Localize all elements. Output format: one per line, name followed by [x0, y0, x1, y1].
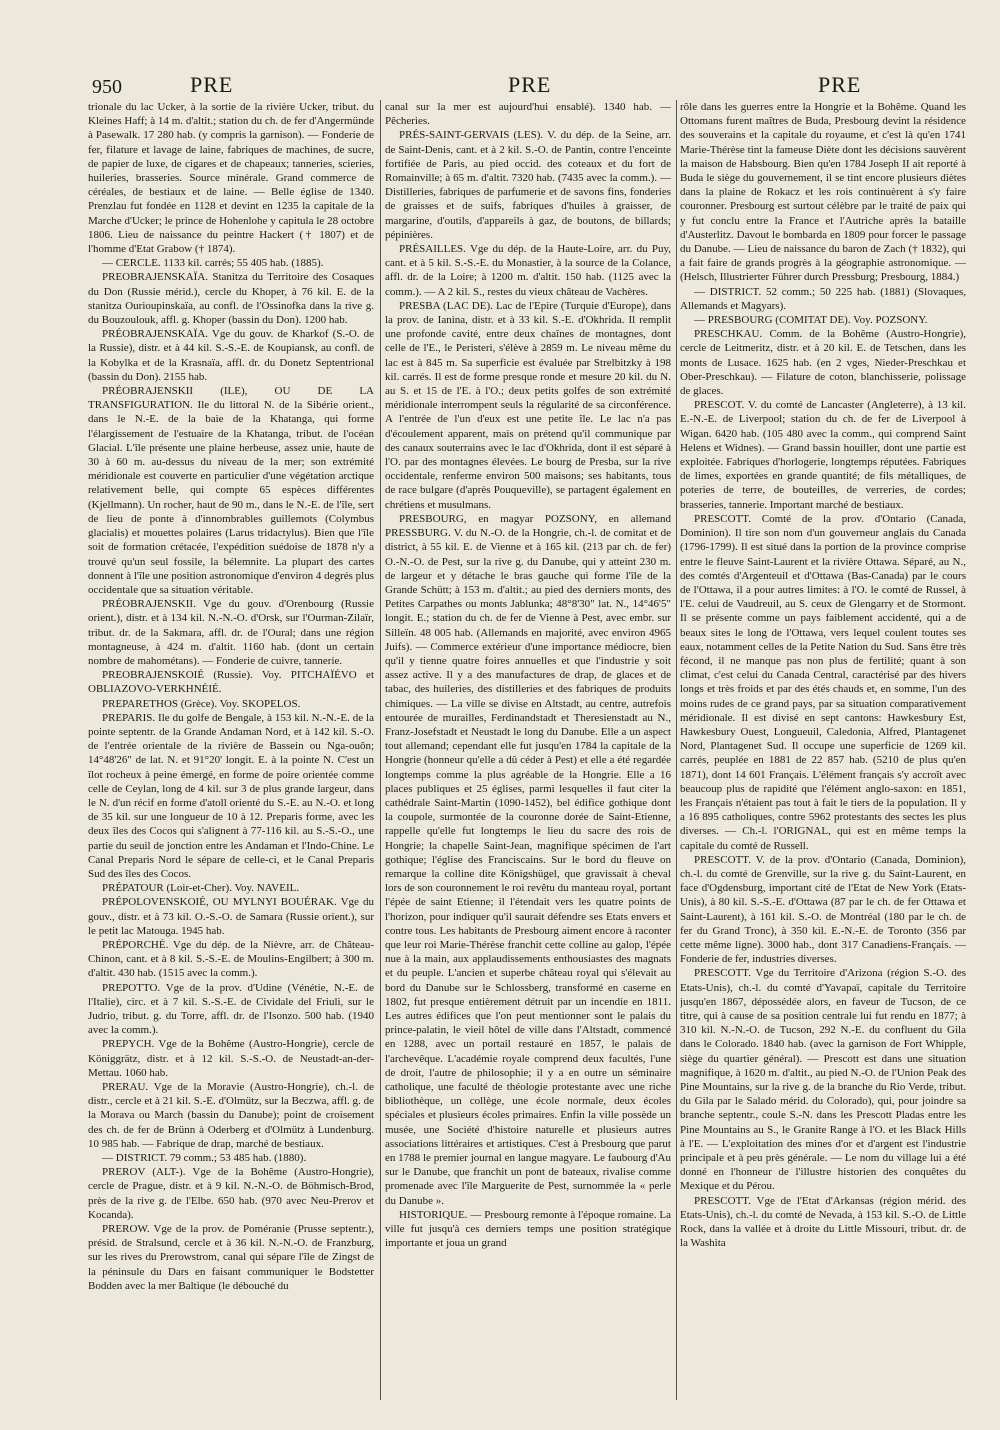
- dictionary-entry: — DISTRICT. 79 comm.; 53 485 hab. (1880).: [102, 1152, 307, 1165]
- dictionary-entry: PRESCOTT. Comté de la prov. d'Ontario (Canada, Dominion). Il tire son nom d'un gouverneur anglais du Canada (1796-1799). Il est situé dans la portion de la province comprise entre le fleuve Saint-Laurent et la rivière Ottawa. Séparé, au N., des comtés d'Argenteuil et d'Ottawa (Bas-Canada) par le cours de l'Ottawa, il a pour autres limites: à l'O. le comté de Russel, à l'E. celui de Vaudreuil, au S. ceux de Glengarry et de Stormont. Il se présente comme un pays faiblement accidenté, qui a de beaux sites le long de l'Ottawa, vers lequel coulent toutes ses eaux, notamment celles de la Petite Nation du Sud. Sans être très fécond, il ne manque pas non plus de fertilité; quant à son climat, c'est celui du Canada Central, caractérisé par des hivers longs et très froids et par des étés chauds et, en somme, l'un des moins rudes de ce grand pays, par sa situation comparativement méridionale. Il est divisé en sept cantons: Hawkesbury Est, Hawkesbury Ouest, Longueuil, Caledonia, Alfred, Plantagenet Nord, Plantagenet Sud. Il occupe une superficie de 1269 kil. carrés, peuplée en 1881 de 22 857 hab. (5210 de plus qu'en 1871), dont 14 601 Français. L'élément français s'y accroît avec beaucoup plus de rapidité que l'élément anglo-saxon: en 1851, les Français n'étaient pas tout à fait le tiers de la population. Il y a 16 895 catholiques, contre 5962 protestants des sectes les plus diverses. — Ch.-l. l'ORIGNAL, qui est en même temps la capitale du comté de Russell.: [680, 512, 966, 852]
- running-head-center: PRE: [508, 72, 552, 97]
- dictionary-entry: PRESBOURG, en magyar POZSONY, en allemand PRESSBURG. V. du N.-O. de la Hongrie, ch.-l. de comitat et de district, à 55 kil. E. de Vienne et à 165 kil. (213 par ch. de fer) O.-N.-O. de Pest, sur la rive g. du Danube, qui y atteint 230 m. de largeur et y détache le bras gauche qui forme l'île de la Grande Schütt; à 153 m. d'altit.; au pied des derniers monts, des Petites Carpathes ou monts Jablunka; 48°8'30" lat. N., 14°46'5" longit. E.; station du ch. de fer de Vienne à Pest, avec embr. sur Silleïn. 48 005 hab. (Allemands en majorité, avec environ 4965 Juifs). — Commerce extérieur d'une importance médiocre, bien qu'il y tienne quatre foires annuelles et que l'industrie y soit assez active. Il y a des manufactures de drap, de glaces et de tabac, des huileries, des distilleries et des fabriques de produits chimiques. — La ville se divise en Altstadt, au centre, autrefois entourée de murailles, Ferdinandstadt et Theresienstadt au N., Franz-Josefstadt et Neustadt le long du Danube. Elle a un aspect tout allemand; cependant elle fut jusqu'en 1784 la capitale de la Hongrie (honneur qu'elle a dû céder à Pest) et elle a été regardée longtemps comme la plus agréable de la Hongrie. Elle a 16 places publiques et 25 églises, parmi lesquelles il faut citer la cathédrale Saint-Martin (1090-1452), bel édifice gothique dont la coupole, surmontée de la couronne dorée de Saint-Etienne, rappelle qu'elle fut longtemps le lieu du sacre des rois de Hongrie; la chapelle Saint-Jean, magnifique spécimen de l'art gothique; l'église des Franciscains. Sur le bord du fleuve on remarque la colline dite Königshügel, que gravissait à cheval lors de son couronnement le roi revêtu du manteau royal, portant l'épée de saint Etienne; il l'étendait vers les quatre points de l'horizon, pour indiquer qu'il saurait défendre ses Etats envers et contre tous. Les habitants de Presbourg aiment encore à raconter que leur roi Marie-Thérèse franchit cette colline au galop, l'épée nue à la main, aux applaudissements enthousiastes des magnats et du peuple. L'ancien et superbe château royal qui s'élevait au bord du Danube sur le Schlossberg, transformé en caserne en 1802, fut presque entièrement détruit par un incendie en 1811. Les autres édifices que l'on peut mentionner sont le palais du prince-palatin, le vieil hôtel de ville dans l'Altstadt, commencé en 1288, avec un portail restauré en 1857, le palais de l'archevêque. L'académie royale comprend deux facultés, l'une de droit, l'autre de philosophie; il y a en outre un séminaire catholique, une faculté de théologie protestante avec une riche bibliothèque, un collège, une école normale, deux écoles spéciales et plusieurs écoles primaires. Enfin la ville possède un musée, une Société d'histoire naturelle et plusieurs autres associations littéraires et artistiques. C'est à Presbourg que parut en 1788 le premier journal en langue magyare. Le faubourg d'Au sur le Danube, que franchit un pont de bateaux, rivalise comme promenade avec l'île Marguerite de Pest, surnommée la « perle du Danube ».: [385, 512, 671, 1207]
- dictionary-entry: PRESCOTT. Vge du Territoire d'Arizona (région S.-O. des Etats-Unis), ch.-l. du comté d'Yavapaï, capitale du Territoire jusqu'en 1867, dépossédée alors, en faveur de Tucson, de ce titre, qui à cause de sa position centrale lui fut rendu en 1877; à 310 kil. N.-N.-O. de Tucson, 292 N.-E. du confluent du Gila dans le Colorado. 1840 hab. (avec la garnison de Fort Whipple, siège du quartier général). — Prescott est dans une situation magnifique, à 1620 m. d'altit., au pied N.-O. de l'Union Peak des Pine Mountains, sur la rive g. de la branche du Rio Verde, tribut. du Gila par le Salado mérid. du Colorado), qui, pour joindre sa branche septentr., coule S.-N. dans les Prescott Pladas entre les Pine Mountains au S., le Granite Range à l'O. et les Black Hills à l'E. — L'exploitation des mines d'or et d'argent est l'industrie principale et à peu près générale. — Le nom du village lui a été donné en l'honneur de l'illustre historien des conquêtes du Mexique et du Pérou.: [680, 967, 966, 1193]
- dictionary-entry: PRESCOTT. V. de la prov. d'Ontario (Canada, Dominion), ch.-l. du comté de Grenville, sur la rive g. du Saint-Laurent, en face d'Ogdensburg, important cité de l'Etat de New York (Etats-Unis), à 80 kil. S.-S.-E. d'Ottawa (87 par le ch. de fer Ottawa et Saint-Laurent), à 161 kil. S.-O. de Montréal (180 par le ch. de fer du Grand Tronc), à 350 kil. E.-N.-E. de Toronto (356 par cette même ligne). 3000 hab., dont 317 Canadiens-Français. — Fonderie de fer, industries diverses.: [680, 853, 966, 966]
- dictionary-entry: PRÉOBRAJENSKII. Vge du gouv. d'Orenbourg (Russie orient.), distr. et à 134 kil. N.-N.-O. d'Orsk, sur l'Ourman-Zilaïr, tribut. dr. de la Sakmara, affl. dr. de l'Oural; dans une région montagneuse, à 424 m. d'altit. 1160 hab. (dont un certain nombre de mahométans). — Fonderie de cuivre, tannerie.: [88, 598, 374, 667]
- dictionary-entry: rôle dans les guerres entre la Hongrie et la Bohême. Quand les Ottomans furent maîtres de Buda, Presbourg devint la résidence des souverains et la capitale du royaume, et c'est là qu'en 1741 Marie-Thérèse tint la fameuse Diète dont les décisions sauvèrent la maison de Habsbourg. Bien qu'en 1784 Joseph II ait reporté à Buda le siège du gouvernement, il se tint encore plusieurs diètes dans la plaine de Rokacz et les rois continuèrent à s'y faire couronner. Presbourg est surtout célèbre par le traité de paix qui y fut conclu entre la France et l'Autriche après la bataille d'Austerlitz. Davout le bombarda en 1809 pour forcer le passage du Danube. — Lieu de naissance du baron de Zach († 1832), qui a fait faire de grands progrès à la géographie astronomique. — (Helsch, Illustrierter Führer durch Pressburg; Presbourg, 1884.): [680, 101, 966, 284]
- dictionary-entry: PRÉPOLOVENSKOIÉ, OU MYLNYI BOUÉRAK. Vge du gouv., distr. et à 73 kil. O.-S.-O. de Samara (Russie orient.), sur le petit lac Matouga. 1945 hab.: [88, 896, 374, 937]
- dictionary-entry: PREOBRAJENSKAÏA. Stanitza du Territoire des Cosaques du Don (Russie mérid.), cercle du Khoper, à 76 kil. E. de la stanitza Ourioupinskaïa, au confl. de l'Ossinofka dans la rive g. du Bouzoulouk, affl. g. Khoper (bassin du Don). 1200 hab.: [88, 271, 374, 327]
- dictionary-entry: — CERCLE. 1133 kil. carrés; 55 405 hab. (1885).: [102, 257, 324, 270]
- column-divider: [676, 100, 677, 1400]
- dictionary-entry: PRÉPATOUR (Loir-et-Cher). Voy. NAVEIL.: [102, 882, 300, 895]
- dictionary-entry: — DISTRICT. 52 comm.; 50 225 hab. (1881) (Slovaques, Allemands et Magyars).: [680, 285, 966, 312]
- dictionary-entry: PRESCHKAU. Comm. de la Bohême (Austro-Hongrie), cercle de Leitmeritz, distr. et à 20 kil. E. de Tetschen, dans les monts de Lusace. 1625 hab. (en 2 vges, Nieder-Preschkau et Ober-Preschkau). — Filature de coton, blanchisserie, polissage de glaces.: [680, 328, 966, 398]
- running-head-left: PRE: [190, 72, 234, 97]
- dictionary-entry: canal sur la mer est aujourd'hui ensablé). 1340 hab. — Pêcheries.: [385, 101, 671, 128]
- dictionary-entry: trionale du lac Ucker, à la sortie de la rivière Ucker, tribut. du Kleines Haff; à 14 m. d'altit.; station du ch. de fer d'Angermünde à Pasewalk. 17 280 hab. (y compris la garnison). — Fonderie de fer, filature et lavage de laine, fabriques de machines, de sucre, de papier de luxe, de cigares et de chapeaux; tanneries, scieries, huileries, brasseries. Source minérale. Grand commerce de céréales, de bestiaux et de laine. — Belle église de 1340. Prenzlau fut fondée en 1128 et devint en 1235 la capitale de la Marche d'Ucker; le prince de Hohenlohe y capitula le 28 octobre 1806. Lieu de naissance du peintre Hackert († 1807) et de l'homme d'Etat Grabow († 1874).: [88, 101, 374, 256]
- running-head-right: PRE: [818, 72, 862, 97]
- page-header: [0, 72, 1000, 102]
- dictionary-entry: PRÉOBRAJENSKII (ILE), OU DE LA TRANSFIGURATION. Ile du littoral N. de la Sibérie orient., dans le N.-E. de la baie de la Khatanga, qui forme l'élargissement de l'estuaire de la Khatanga, tribut. de l'océan Glacial. L'île présente une plaine herbeuse, assez unie, haute de 30 à 60 m. au-dessus du niveau de la mer; son extrémité méridionale est couverte en particulier d'une végétation arctique relativement belle, qui compte 65 espèces différentes (Kjellmann). Un rocher, haut de 90 m., dans le N.-E. de l'île, sert de lieu de ponte à d'innombrables guillemots (Colymbus glacialis) et mouettes polaires (Larus tridactylus). Bien que l'île soit de formation crétacée, l'expédition suédoise de 1878 n'y a trouvé qu'un seul fossile, la bélemnite. La plupart des cartes donnent à l'île une position astronomique d'environ 4 degrés plus occidentale que sa situation véritable.: [88, 385, 374, 596]
- page-number: 950: [92, 76, 122, 98]
- text-column-3: [680, 100, 966, 1400]
- dictionary-entry: PRÉPORCHÉ. Vge du dép. de la Nièvre, arr. de Château-Chinon, cant. et à 8 kil. S.-S.-E. de Moulins-Engilbert; à 300 m. d'altit. 430 hab. (1515 avec la comm.).: [88, 938, 374, 980]
- dictionary-entry: PREPOTTO. Vge de la prov. d'Udine (Vénétie, N.-E. de l'Italie), circ. et à 7 kil. S.-S.-E. de Cividale del Friuli, sur le Judrio, tribut. g. du Torre, affl. dr. de l'Isonzo. 500 hab. (1940 avec la comm.).: [88, 981, 374, 1037]
- dictionary-entry: PRESBA (LAC DE). Lac de l'Epire (Turquie d'Europe), dans la prov. de Ianina, distr. et à 33 kil. S.-E. d'Okhrida. Il remplit une profonde cavité, entre deux chaînes de montagnes, dont celle de l'E., le Peristeri, s'élève à 2859 m. Le niveau même du lac est à 845 m. Sa superficie est évaluée par Strelbitzky à 198 kil. carrés. Il est de forme presque ronde et mesure 20 kil. du N. au S. et 15 de l'E. à l'O.; deux petits golfes de son extrémité méridionale interrompent seuls la régularité de sa circonférence. A l'entrée de l'un d'eux est une petite île. Le lac n'a pas d'écoulement apparent, mais on prétend qu'il communique par des canaux souterrains avec le lac d'Okhrida, dont il est séparé à l'O. par des montagnes élevées. Le bourg de Presba, sur la rive occidentale, renferme environ 500 maisons; ses habitants, tous de race bulgare (d'après Pouqueville), se partagent également en chrétiens et musulmans.: [385, 299, 671, 511]
- dictionary-entry: PREPYCH. Vge de la Bohême (Austro-Hongrie), cercle de Königgrätz, distr. et à 12 kil. S.-S.-O. de Neustadt-an-der-Mettau. 1060 hab.: [88, 1038, 374, 1079]
- dictionary-entry: PRÉS-SAINT-GERVAIS (LES). V. du dép. de la Seine, arr. de Saint-Denis, cant. et à 2 kil. S.-O. de Pantin, contre l'enceinte fortifiée de Paris, au pied occid. des coteaux et du fort de Romainville; à 65 m. d'altit. 7320 hab. (7435 avec la comm.). — Distilleries, fabriques de parfumerie et de savons fins, fonderies de graisses et de suifs, fabriques d'huiles à graisser, de margarine, d'outils, d'appareils à gaz, de boutons, de billards; pépinières.: [385, 129, 671, 241]
- dictionary-entry: PREROV (ALT-). Vge de la Bohême (Austro-Hongrie), cercle de Prague, distr. et à 9 kil. N.-N.-O. de Böhmisch-Brod, près de la rive g. de l'Elbe. 650 hab. (970 avec Neu-Prerov et Kocanda).: [88, 1166, 374, 1221]
- dictionary-entry: HISTORIQUE. — Presbourg remonte à l'époque romaine. La ville fut jusqu'à ces derniers temps une position stratégique importante et joua un grand: [385, 1208, 671, 1250]
- dictionary-entry: PRÉOBRAJENSKAÏA. Vge du gouv. de Kharkof (S.-O. de la Russie), distr. et à 44 kil. S.-S.-E. de Koupiansk, au confl. de la Kobylka et de la Krasnaïa, affl. dr. du Donetz Septentrional (bassin du Don). 2155 hab.: [88, 328, 374, 383]
- dictionary-entry: — PRESBOURG (COMITAT DE). Voy. POZSONY.: [694, 314, 928, 327]
- dictionary-entry: PREPARETHOS (Grèce). Voy. SKOPELOS.: [102, 697, 301, 710]
- text-column-2: [385, 100, 671, 1400]
- dictionary-entry: PRERAU. Vge de la Moravie (Austro-Hongrie), ch.-l. de distr., cercle et à 21 kil. S.-E. d'Olmütz, sur la Beczwa, affl. g. de la Morava ou March (bassin du Danube); point de croisement des ch. de fer de Brünn à Oderberg et d'Olmütz à Lundenburg. 10 985 hab. — Fabrique de drap, marché de bestiaux.: [88, 1081, 374, 1150]
- dictionary-entry: PRESCOT. V. du comté de Lancaster (Angleterre), à 13 kil. E.-N.-E. de Liverpool; station du ch. de fer de Liverpool à Wigan. 6420 hab. (105 480 avec la comm., qui comprend Saint Helens et Widnes). — Grand bassin houiller, dont une partie est exploitée. Fabriques d'horlogerie, longtemps réputées. Fabriques de limes, exportées en grande quantité; de fils métalliques, de poteries de terre, de bouteilles, de verreries, de cordes; brasseries, tannerie. Important marché de bestiaux.: [680, 399, 966, 511]
- column-divider: [380, 100, 381, 1400]
- dictionary-entry: PREPARIS. Ile du golfe de Bengale, à 153 kil. N.-N.-E. de la pointe septentr. de la Grande Andaman Nord, et à 142 kil. S.-O. de l'entrée orientale de la rivière de Bassein ou Nga-ouôn; 14°48'26" de lat. N. et 91°20' longit. E. à la pointe N. C'est un îlot rocheux à peine émergé, en forme de poire orientée comme celle de Ceylan, long de 4 kil. sur 3 de plus grande largeur, dans le N. d'un récif en forme d'atoll orienté du S.-E. au N.-O. et long de 35 kil. sur une longueur de 10 à 12. Preparis forme, avec les deux îles des Cocos qui s'alignent à 77-116 kil. au S.-S.-O., une partie du seuil de jonction entre les Andaman et l'Indo-Chine. Le Canal Preparis Nord le sépare de celle-ci, et le Canal Preparis Sud des îles des Cocos.: [88, 711, 374, 880]
- dictionary-entry: PRÉSAILLES. Vge du dép. de la Haute-Loire, arr. du Puy, cant. et à 5 kil. S.-S.-E. du Monastier, à la source de la Colance, affl. dr. de la Loire; à 1200 m. d'altit. 150 hab. (1125 avec la comm.). — A 2 kil. S., restes du vieux château de Vachères.: [385, 243, 671, 298]
- dictionary-entry: PREOBRAJENSKOIÉ (Russie). Voy. PITCHAÏÉVO et OBLIAZOVO-VERKHNÉIÉ.: [88, 669, 374, 696]
- text-column-1: [88, 100, 374, 1400]
- dictionary-entry: PRESCOTT. Vge de l'Etat d'Arkansas (région mérid. des Etats-Unis), ch.-l. du comté de Nevada, à 153 kil. S.-O. de Little Rock, dans la vallée et à droite du Little Missouri, tribut. dr. de la Washita: [680, 1194, 966, 1250]
- dictionary-entry: PREROW. Vge de la prov. de Poméranie (Prusse septentr.), présid. de Stralsund, cercle et à 36 kil. N.-N.-O. de Franzburg, sur les rives du Prerowstrom, canal qui sépare l'île de Zingst de la péninsule du Dars en faisant communiquer le Bodstetter Bodden avec la mer Baltique (le débouché du: [88, 1223, 374, 1292]
